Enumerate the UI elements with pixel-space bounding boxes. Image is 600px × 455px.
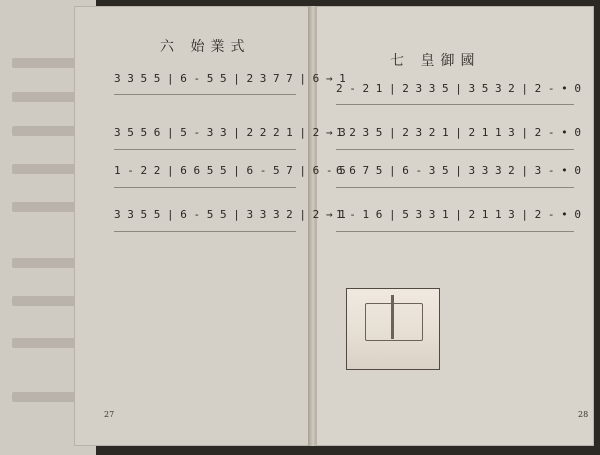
notation-row: 1 - 1 6 | 5 3 3 1 | 2 1 1 3 | 2 - • 0 [336,208,582,221]
underlying-text-line [12,202,82,212]
notation-row: 3 5 5 6 | 5 - 3 3 | 2 2 2 1 | 2 → 3 [114,126,346,139]
underlying-text-line [12,296,82,306]
notation-rule [336,231,574,232]
underlying-text-line [12,164,82,174]
notation-row: 1 2 3 5 | 2 3 2 1 | 2 1 1 3 | 2 - • 0 [336,126,582,139]
underlying-text-line [12,338,82,348]
underlying-text-line [12,392,82,402]
notation-row: 6 6 7 5 | 6 - 3 5 | 3 3 3 2 | 3 - • 0 [336,164,582,177]
notation-rule [114,149,296,150]
notation-rule [336,187,574,188]
notation-rule [114,231,296,232]
underlying-text-line [12,58,82,68]
right-song-title: 七 皇御國 [390,53,481,69]
notation-row: 3 3 5 5 | 6 - 5 5 | 3 3 3 2 | 2 → 1 [114,208,346,221]
notation-row: 2 - 2 1 | 2 3 3 5 | 3 5 3 2 | 2 - • 0 [336,82,582,95]
illustration [346,288,440,370]
notation-rule [114,187,296,188]
underlying-text-line [12,258,82,268]
notation-rule [336,104,574,105]
underlying-text-line [12,92,82,102]
notation-row: 1 - 2 2 | 6 6 5 5 | 6 - 5 7 | 6 - 5 [114,164,346,177]
underlying-text-line [12,126,82,136]
right-page [316,6,594,446]
left-song-title: 六 始業式 [160,39,251,55]
left-page-number: 27 [104,410,115,419]
notation-rule [114,94,296,95]
notation-row: 3 3 5 5 | 6 - 5 5 | 2 3 7 7 | 6 → 1 [114,72,346,85]
right-page-number: 28 [578,410,589,419]
notation-rule [336,149,574,150]
